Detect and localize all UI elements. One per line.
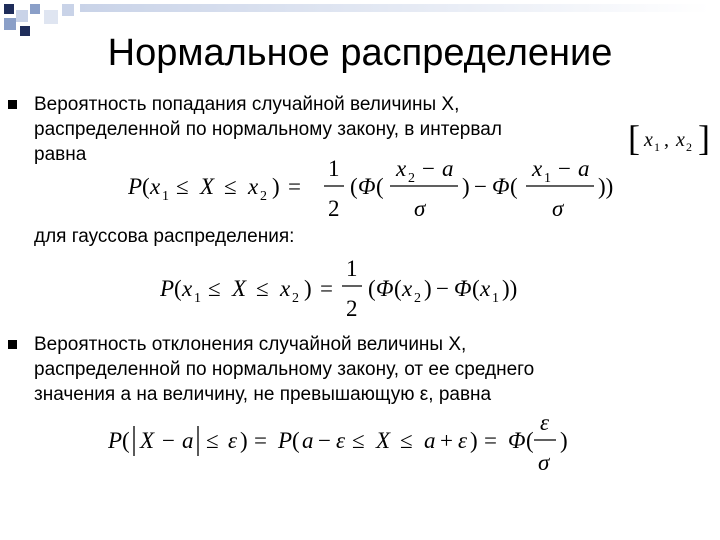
deviation-formula xyxy=(108,412,648,478)
formula-glyph: P xyxy=(128,174,143,199)
formula-glyph: ) xyxy=(240,428,248,453)
formula-glyph: ( xyxy=(142,174,150,199)
formula-glyph: Φ xyxy=(454,276,472,301)
formula-glyph: P xyxy=(160,276,175,301)
formula-glyph: 2 xyxy=(686,140,692,154)
formula-glyph: 1 xyxy=(544,171,551,186)
formula-glyph: x xyxy=(182,276,193,301)
deco-square xyxy=(4,18,16,30)
formula-glyph: ) xyxy=(462,174,470,199)
formula-glyph: ( xyxy=(526,428,534,453)
text-line: распределенной по нормальному закону, в интервал xyxy=(34,119,502,140)
gauss-caption: для гауссова распределения: xyxy=(34,226,295,247)
formula-glyph: ( xyxy=(472,276,480,301)
formula-glyph: a xyxy=(424,428,436,453)
formula-glyph: Φ xyxy=(376,276,394,301)
formula-glyph: ( xyxy=(376,174,384,199)
formula-glyph: x xyxy=(402,276,413,301)
probability-interval-formula xyxy=(128,152,628,224)
interval-formula xyxy=(628,120,712,160)
formula-glyph: X xyxy=(232,276,247,301)
formula-glyph: x xyxy=(150,174,161,199)
formula-glyph: Φ xyxy=(358,174,376,199)
deco-bar xyxy=(80,4,710,12)
formula-glyph: x xyxy=(532,156,543,181)
formula-glyph: P xyxy=(108,428,123,453)
formula-glyph: σ xyxy=(414,196,426,221)
formula-glyph: , xyxy=(664,129,669,151)
formula-glyph: a xyxy=(578,156,590,181)
formula-glyph: P xyxy=(278,428,293,453)
formula-glyph: x xyxy=(644,129,653,151)
deco-square xyxy=(4,4,14,14)
formula-glyph: ) xyxy=(272,174,280,199)
formula-glyph: 1 xyxy=(328,156,340,181)
formula-glyph: x xyxy=(676,129,685,151)
formula-glyph: 1 xyxy=(194,291,201,306)
formula-glyph: 2 xyxy=(408,171,415,186)
formula-glyph: ) xyxy=(470,428,478,453)
deco-square xyxy=(30,4,40,14)
formula-glyph: X xyxy=(200,174,215,199)
formula-glyph: = xyxy=(288,174,301,199)
formula-glyph: ] xyxy=(698,120,710,158)
formula-glyph: − xyxy=(436,276,449,301)
formula-glyph: ≤ xyxy=(176,174,189,199)
formula-glyph: 1 xyxy=(162,189,169,204)
formula-glyph: Φ xyxy=(508,428,526,453)
formula-glyph: = xyxy=(254,428,267,453)
formula-glyph: 1 xyxy=(492,291,499,306)
text-line: Вероятность отклонения случайной величины Х, xyxy=(34,334,467,355)
formula-glyph: ≤ xyxy=(224,174,237,199)
formula-glyph: x xyxy=(280,276,291,301)
bullet-marker xyxy=(8,340,17,349)
formula-glyph: a xyxy=(442,156,454,181)
formula-glyph: a xyxy=(182,428,194,453)
formula-glyph: 1 xyxy=(346,258,358,281)
formula-glyph: a xyxy=(302,428,314,453)
formula-glyph: 2 xyxy=(346,296,358,321)
formula-glyph: − xyxy=(422,156,435,181)
formula-glyph: ) xyxy=(424,276,432,301)
slide-title: Нормальное распределение xyxy=(107,32,613,74)
formula-glyph: ) xyxy=(304,276,312,301)
formula-glyph: X xyxy=(140,428,155,453)
formula-glyph: ε xyxy=(336,428,346,453)
formula-glyph: ≤ xyxy=(400,428,413,453)
formula-glyph: x xyxy=(480,276,491,301)
gauss-formula xyxy=(160,258,540,322)
formula-glyph: 2 xyxy=(292,291,299,306)
formula-glyph: [ xyxy=(628,120,640,158)
deco-square xyxy=(16,10,28,22)
formula-glyph: ) xyxy=(560,428,568,453)
deco-square xyxy=(44,10,58,24)
formula-glyph: x xyxy=(396,156,407,181)
formula-glyph: Φ xyxy=(492,174,510,199)
bullet-2-text xyxy=(34,332,534,407)
formula-glyph: ε xyxy=(458,428,468,453)
text-line: Вероятность попадания случайной величины Х, xyxy=(34,94,460,115)
formula-glyph: − xyxy=(162,428,175,453)
formula-glyph: − xyxy=(474,174,487,199)
formula-glyph: 2 xyxy=(328,196,340,221)
formula-glyph: + xyxy=(440,428,453,453)
formula-glyph: ( xyxy=(350,174,358,199)
formula-glyph: ( xyxy=(510,174,518,199)
formula-glyph: )) xyxy=(598,174,614,199)
formula-glyph: ( xyxy=(174,276,182,301)
text-line: распределенной по нормальному закону, от ее среднего xyxy=(34,359,535,380)
formula-glyph: x xyxy=(248,174,259,199)
formula-glyph: ( xyxy=(292,428,300,453)
formula-glyph: ε xyxy=(540,412,550,435)
formula-glyph: = xyxy=(484,428,497,453)
text-line: значения а на величину, не превышающую ε, равна xyxy=(34,384,492,405)
formula-glyph: ( xyxy=(368,276,376,301)
formula-glyph: X xyxy=(376,428,391,453)
text-line: равна xyxy=(34,144,87,165)
formula-glyph: − xyxy=(558,156,571,181)
formula-glyph: σ xyxy=(538,450,550,475)
formula-glyph: ≤ xyxy=(206,428,219,453)
formula-glyph: = xyxy=(320,276,333,301)
formula-glyph: ε xyxy=(228,428,238,453)
bullet-marker xyxy=(8,100,17,109)
formula-glyph: ≤ xyxy=(352,428,365,453)
formula-glyph: )) xyxy=(502,276,518,301)
formula-glyph: 1 xyxy=(654,140,660,154)
formula-glyph: 2 xyxy=(414,291,421,306)
formula-glyph: ( xyxy=(122,428,130,453)
formula-glyph: ≤ xyxy=(208,276,221,301)
formula-glyph: σ xyxy=(552,196,564,221)
formula-glyph: ≤ xyxy=(256,276,269,301)
formula-glyph: ( xyxy=(394,276,402,301)
deco-square xyxy=(62,4,74,16)
formula-glyph: − xyxy=(318,428,331,453)
formula-glyph: 2 xyxy=(260,189,267,204)
